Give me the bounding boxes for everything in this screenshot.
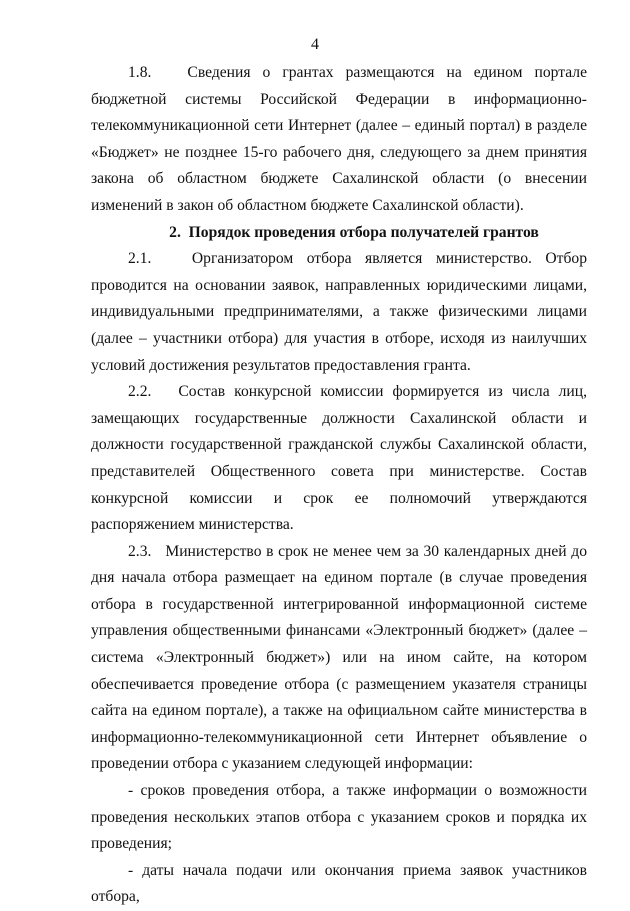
page-number: 4 — [311, 36, 319, 53]
list-item-deadlines: - сроков проведения отбора, а также информации о возможности проведения нескольких этапов отбора с указанием сроков и порядка их проведения; — [91, 782, 587, 853]
paragraph-2-1: 2.1. Организатором отбора является министерство. Отбор проводится на основании заявок, направленных юридическими лицами, индивидуальными предпринимателями, а также физическими лицами (далее – участники отбора) для участия в отборе, исходя из наилучших условий достижения результатов предоставления гранта. — [91, 250, 587, 374]
list-item-application-dates: - даты начала подачи или окончания приема заявок участников отбора, — [91, 861, 587, 906]
paragraph-2-3: 2.3. Министерство в срок не менее чем за 30 календарных дней до дня начала отбора размещает на едином портале (в случае проведения отбора в государственной интегрированной информационной системе управления общественными финансами «Электронный бюджет» (далее – система «Электронный бюджет») или на ином сайте, на котором обеспечивается проведение отбора (с размещением указателя страницы сайта на едином портале), а также на официальном сайте министерства в информационно-телекоммуникационной сети Интернет объявление о проведении отбора с указанием следующей информации: — [91, 542, 587, 773]
document-body — [91, 60, 587, 911]
paragraph-2-2: 2.2. Состав конкурсной комиссии формируется из числа лиц, замещающих государственные должности Сахалинской области и должности государственной гражданской службы Сахалинской области, представителей Общественного совета при министерстве. Состав конкурсной комиссии и срок ее полномочий утверждаются распоряжением министерства. — [91, 383, 587, 534]
paragraph-1-8: 1.8. Сведения о грантах размещаются на едином портале бюджетной системы Российской Федерации в информационно-телекоммуникационной сети Интернет (далее – единый портал) в разделе «Бюджет» не позднее 15-го рабочего дня, следующего за днем принятия закона об областном бюджете Сахалинской области (о внесении изменений в закон об областном бюджете Сахалинской области). — [91, 64, 587, 214]
section-2-heading: 2. Порядок проведения отбора получателей грантов — [169, 223, 539, 241]
